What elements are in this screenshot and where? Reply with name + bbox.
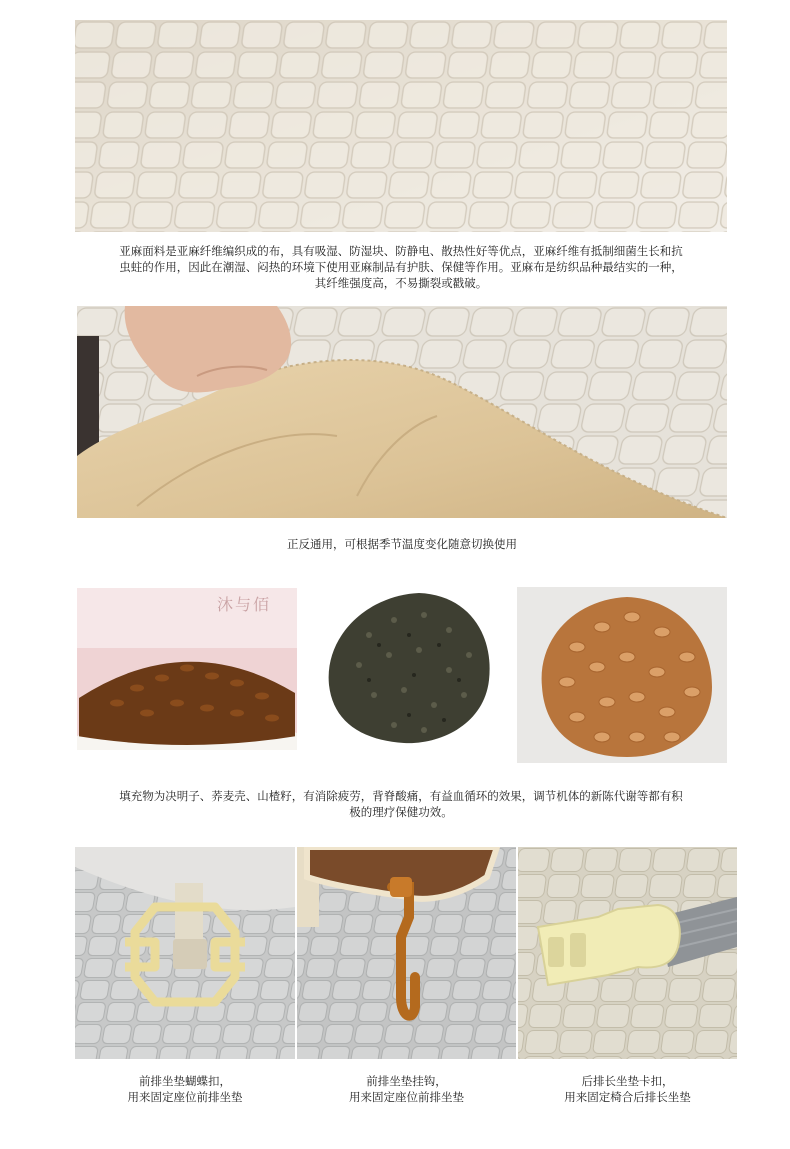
butterfly-buckle-label-line2: 用来固定座位前排坐垫 (127, 1090, 243, 1104)
linen-fabric-photo (75, 20, 727, 232)
butterfly-buckle-label-line1: 前排坐垫蝴蝶扣， (139, 1074, 231, 1088)
butterfly-buckle-label (75, 1073, 295, 1105)
linen-description (60, 243, 742, 291)
linen-description-line: 亚麻面料是亚麻纤维编织成的布，具有吸湿、防湿块、防静电、散热性好等优点，亚麻纤维有抵制细菌生长和抗 (119, 244, 683, 258)
reversible-caption-text: 正反通用，可根据季节温度变化随意切换使用 (287, 537, 517, 551)
clip-buckle-label (518, 1073, 737, 1105)
filling-description-line: 极的理疗保健功效。 (349, 805, 453, 819)
clip-buckle-label-line1: 后排长坐垫卡扣， (581, 1074, 674, 1088)
clip-buckle-label-line2: 用来固定椅合后排长坐垫 (564, 1090, 691, 1104)
cassia-seed-photo (77, 588, 297, 750)
butterfly-buckle-photo (75, 847, 295, 1059)
hook-label-line2: 用来固定座位前排坐垫 (349, 1090, 464, 1104)
hook-label (297, 1073, 516, 1105)
bowl-brand-text: 沐与佰 (217, 595, 272, 614)
linen-description-line: 虫蛀的作用，因此在潮湿、闷热的环境下使用亚麻制品有护肤、保健等作用。亚麻布是纺织品种最结实的一种， (119, 260, 683, 274)
reversible-caption (77, 536, 727, 552)
clip-buckle-photo (518, 847, 737, 1059)
filling-description (60, 788, 742, 820)
linen-description-line: 其纤维强度高，不易撕裂或戳破。 (314, 276, 488, 290)
buckwheat-hull-photo (299, 575, 515, 757)
filling-description-line: 填充物为决明子、荞麦壳、山楂籽，有消除疲劳，背脊酸痛，有益血循环的效果，调节机体的新陈代谢等都有积 (119, 789, 683, 803)
hook-label-line1: 前排坐垫挂钩， (366, 1074, 447, 1088)
hawthorn-seed-photo (517, 587, 727, 763)
reversible-cushion-photo (77, 306, 727, 518)
hook-photo (297, 847, 516, 1059)
